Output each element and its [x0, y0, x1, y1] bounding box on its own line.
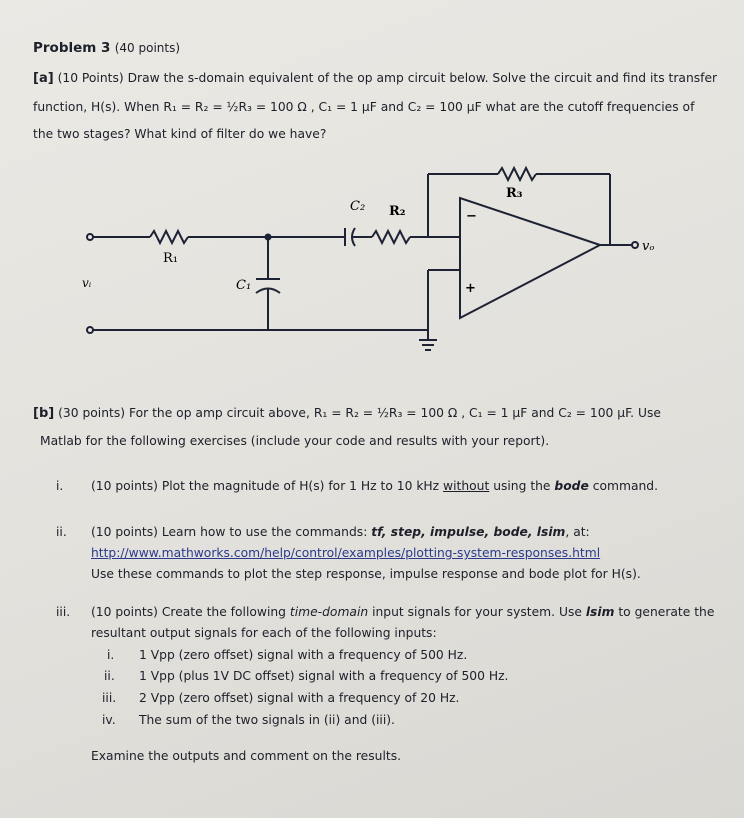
subitem-2-text: 1 Vpp (plus 1V DC offset) signal with a frequency of 500 Hz.	[139, 669, 509, 683]
subitem-4-number: iv.	[102, 713, 116, 727]
closing-text: Examine the outputs and comment on the results.	[91, 749, 402, 763]
item-i-number: i.	[56, 479, 64, 493]
label-r2: R₂	[389, 204, 406, 219]
label-vi: vᵢ	[82, 276, 92, 290]
mathworks-link[interactable]: http://www.mathworks.com/help/control/examples/plotting-system-responses.html	[91, 546, 601, 560]
item-ii-line-1: (10 points) Learn how to use the commands: tf, step, impulse, bode, lsim, at:	[91, 525, 590, 539]
subitem-1-number: i.	[107, 648, 115, 662]
label-minus: −	[466, 209, 477, 224]
resistor-r3	[498, 168, 536, 180]
item-ii-line-3: Use these commands to plot the step response, impulse response and bode plot for H(s).	[91, 567, 641, 581]
part-a-line-1: [a] (10 Points) Draw the s-domain equivalent of the op amp circuit below. Solve the circuit and find its transfer	[33, 71, 718, 86]
op-amp	[460, 198, 600, 318]
item-ii-number: ii.	[56, 525, 67, 539]
part-a-line-3: the two stages? What kind of filter do we have?	[33, 127, 327, 141]
label-r1: R₁	[163, 251, 178, 266]
part-a-line-2: function, H(s). When R₁ = R₂ = ½R₃ = 100 Ω , C₁ = 1 μF and C₂ = 100 μF what are the cutoff frequencies of	[33, 100, 695, 114]
part-b-line-1: [b] (30 points) For the op amp circuit above, R₁ = R₂ = ½R₃ = 100 Ω , C₁ = 1 μF and C₂ = 100 μF. Use	[33, 406, 661, 421]
subitem-3-text: 2 Vpp (zero offset) signal with a frequency of 20 Hz.	[139, 691, 460, 705]
item-iii-number: iii.	[56, 605, 71, 619]
subitem-1-text: 1 Vpp (zero offset) signal with a frequency of 500 Hz.	[139, 648, 468, 662]
input-terminal-bottom	[87, 327, 93, 333]
ground-symbol	[419, 340, 437, 350]
item-i-text: (10 points) Plot the magnitude of H(s) for 1 Hz to 10 kHz without using the bode command.	[91, 479, 659, 493]
part-b-tag: [b]	[33, 406, 55, 421]
resistor-r1	[150, 231, 188, 243]
label-c1: C₁	[236, 278, 252, 293]
item-iii-line-1: (10 points) Create the following time-domain input signals for your system. Use lsim to generate the	[91, 605, 715, 619]
op-amp-circuit	[0, 150, 744, 370]
subitem-2-number: ii.	[104, 669, 115, 683]
resistor-r2	[372, 231, 410, 243]
subitem-4-text: The sum of the two signals in (ii) and (iii).	[139, 713, 395, 727]
problem-title	[33, 40, 180, 56]
item-iii-line-2: resultant output signals for each of the following inputs:	[91, 626, 437, 640]
label-c2: C₂	[350, 199, 366, 214]
part-b-line-2: Matlab for the following exercises (include your code and results with your report).	[40, 434, 550, 448]
capacitor-c2	[330, 228, 372, 246]
label-r3: R₃	[506, 186, 523, 201]
label-vo: vₒ	[642, 239, 655, 254]
output-terminal	[632, 242, 638, 248]
part-a-tag: [a]	[33, 71, 54, 86]
problem-points: (40 points)	[114, 41, 181, 55]
input-terminal-top	[87, 234, 93, 240]
problem-number: Problem 3	[33, 40, 111, 56]
subitem-3-number: iii.	[102, 691, 117, 705]
label-plus: +	[465, 281, 476, 296]
